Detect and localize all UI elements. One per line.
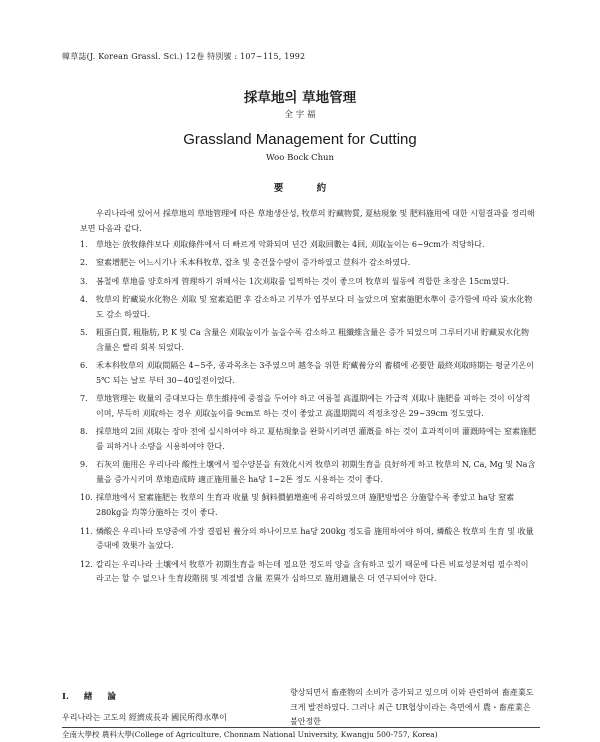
abstract-item [80, 491, 536, 521]
abstract-item [80, 525, 536, 555]
abstract-item-number: 10. [80, 493, 93, 503]
abstract-item-number: 8. [80, 427, 88, 437]
abstract-item-text: 燐酸은 우리나라 토양중에 가장 결핍된 養分의 하나이므로 ha당 200kg 정도를 施用하여야 하며, 燐酸은 牧草의 生育 및 收量 증대에 效果가 높았다. [96, 526, 534, 551]
abstract-item-text: 草地는 放牧條件보다 刈取條件에서 더 빠르게 악화되며 년간 刈取回數는 4回, 刈取높이는 6∼9cm가 적당하다. [96, 240, 485, 249]
abstract-item-list [80, 238, 536, 591]
abstract-item [80, 425, 536, 455]
section-heading: I. 緖 論 [62, 692, 116, 702]
abstract-item-text: 칼리는 우리나라 土壤에서 牧草가 初期生育을 하는데 필요한 정도의 양을 含有하고 있기 때문에 다른 비료성분처럼 필수적이라고는 할 수 없으나 生育段階別 및 계절별 含量 差異가 심하므로 施用適量은 더 연구되어야 한다. [96, 559, 529, 584]
abstract-item-number: 2. [80, 258, 88, 268]
abstract-item-text: 採草地에서 窒素施肥는 牧草의 生育과 收量 및 飼料價値增進에 유리하였으며 施肥방법은 分施할수록 좋았고 ha당 窒素 280kg을 均等分施하는 것이 좋다. [96, 493, 515, 518]
abstract-item-text: 草地管理는 收量의 증대보다는 草生維持에 중점을 두어야 하고 여름철 高溫期에는 가급적 刈取나 施肥를 피하는 것이 이상적이며, 부득히 刈取하는 경우 刈取높이를 9cm로 하는 것이 좋았고 高溫期間의 적정초장은 29∼39cm 정도였다. [96, 394, 531, 418]
intro-left-column: 우리나라는 고도의 經濟成長과 國民所得水準이 [62, 713, 227, 722]
abstract-item [80, 558, 536, 588]
abstract-item-number: 1. [80, 240, 88, 249]
abstract-item [80, 326, 536, 356]
abstract-item-number: 11. [80, 526, 93, 536]
intro-right-column: 향상되면서 畜產物의 소비가 증가되고 있으며 이와 관련하여 畜產業도 크게 발전하였다. 그러나 최근 UR협상이라는 측면에서 農・畜産業은 불안정한 [290, 688, 534, 726]
abstract-item-number: 9. [80, 460, 88, 470]
english-author: Woo Bock Chun [266, 153, 334, 163]
footnote-divider [62, 727, 540, 728]
abstract-item-text: 봄철에 草地를 양호하게 管理하기 위해서는 1次刈取를 일찍하는 것이 좋으며 牧草의 월동에 적합한 초장은 15cm였다. [96, 276, 510, 286]
abstract-item-text: 石灰의 施用은 우리나라 酸性土壤에서 필수양분을 有效化시켜 牧草의 初期生育을 良好하게 하고 牧草의 N, Ca, Mg 및 Na含量을 증가시키며 草地造成時 適正施用量은 ha당 1∼2톤 정도 시용하는 것이 좋다. [96, 460, 536, 485]
abstract-intro: 우리나라에 있어서 採草地의 草地管理에 따른 草地생산성, 牧草의 貯藏物質, 夏枯現象 및 肥料施用에 대한 시험결과를 정리해 보면 다음과 같다. [80, 209, 535, 233]
abstract-item-number: 12. [80, 559, 93, 569]
abstract-item-number: 7. [80, 394, 88, 404]
korean-author: 全 宇 福 [284, 110, 316, 120]
journal-reference: 韓草誌(J. Korean Grassl. Sci.) 12卷 特別號 : 107∼115, 1992 [62, 52, 306, 61]
abstract-item-text: 窒素增肥는 어느시기나 禾本科牧草, 잡초 및 총건물수량이 증가하였고 荳科가 감소하였다. [96, 258, 411, 268]
abstract-item-text: 採草地의 2回 刈取는 장마 전에 실시하여야 하고 夏枯現象을 완화시키려면 灌漑를 하는 것이 효과적이며 灌漑時에는 窒素施肥를 피하거나 소량을 시용하여야 한다. [96, 427, 536, 452]
abstract-item [80, 458, 536, 488]
korean-title: 採草地의 草地管理 [243, 90, 357, 106]
abstract-item-number: 6. [80, 361, 88, 371]
abstract-heading: 要 約 [273, 183, 327, 194]
abstract-item-text: 禾本科牧草의 刈取間隔은 4∼5주, 종과목초는 3주였으며 越冬을 위한 貯藏養分의 蓄積에 必要한 最終刈取時期는 평균기온이 5℃ 되는 날로 부터 30∼40일전이었다. [96, 361, 534, 385]
abstract-item-text: 粗蛋白質, 粗脂肪, P, K 및 Ca 含量은 刈取높이가 높을수록 감소하고 粗纖維含量은 증가 되었으며 그루터기내 貯藏炭水化物含量은 빨리 회복 되었다. [96, 327, 530, 352]
abstract-item [80, 293, 536, 323]
abstract-item [80, 238, 536, 253]
abstract-item-number: 5. [80, 327, 88, 337]
affiliation-footnote: 全南大學校 農科大學(College of Agriculture, Chonnam National University, Kwangju 500-757, Korea) [62, 730, 438, 739]
abstract-item-number: 3. [80, 276, 88, 286]
english-title: Grassland Management for Cutting [183, 131, 417, 148]
abstract-item-number: 4. [80, 294, 88, 304]
abstract-item [80, 275, 536, 290]
abstract-item [80, 359, 536, 389]
abstract-item-text: 牧草의 貯藏炭水化物은 刈取 및 窒素追肥 후 감소하고 기부가 엽부보다 더 높았으며 窒素施肥水準이 증가함에 따라 炭水化物도 감소 하였다. [96, 294, 533, 319]
abstract-item [80, 392, 536, 422]
abstract-item [80, 256, 536, 271]
